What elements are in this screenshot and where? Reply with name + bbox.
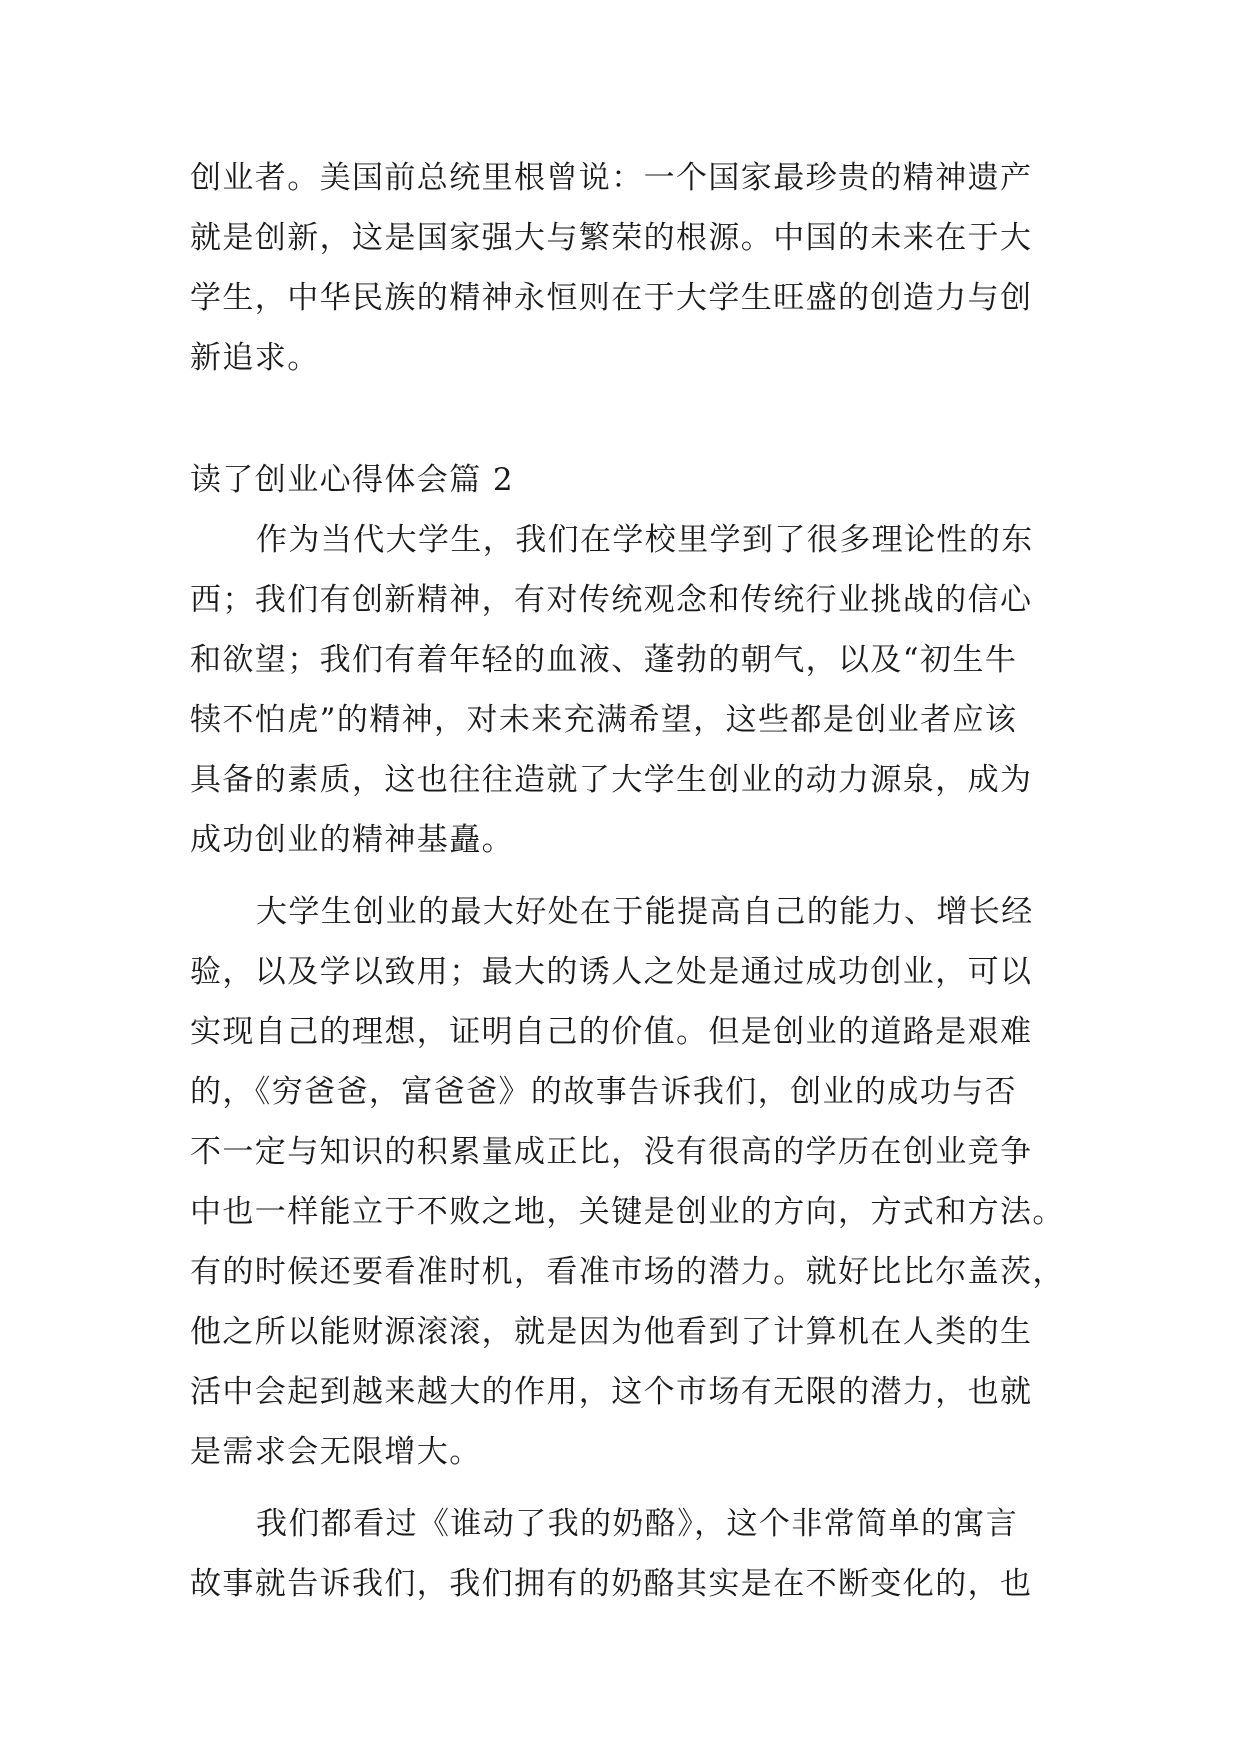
document-page [190, 148, 1065, 1614]
text-line: 西；我们有创新精神，有对传统观念和传统行业挑战的信心 [190, 582, 1033, 618]
spacer [190, 870, 1052, 882]
text-line: 犊不怕虎”的精神，对未来充满希望，这些都是创业者应该 [190, 702, 1018, 738]
text-line: 和欲望；我们有着年轻的血液、蓬勃的朝气，以及“初生牛 [190, 642, 1018, 678]
text-line: 活中会起到越来越大的作用，这个市场有无限的潜力，也就 [190, 1374, 1033, 1410]
section-heading: 读了创业心得体会篇 2 [190, 462, 514, 498]
text-line: 验，以及学以致用；最大的诱人之处是通过成功创业，可以 [190, 954, 1033, 990]
paragraph-2 [190, 882, 1065, 1482]
text-line: 学生，中华民族的精神永恒则在于大学生旺盛的创造力与创 [190, 280, 1033, 316]
text-line: 我们都看过《谁动了我的奶酪》，这个非常简单的寓言 [256, 1506, 1019, 1542]
text-line: 不一定与知识的积累量成正比，没有很高的学历在创业竞争 [190, 1134, 1033, 1170]
text-line: 实现自己的理想，证明自己的价值。但是创业的道路是艰难 [190, 1014, 1033, 1050]
text-line: 的，《穷爸爸，富爸爸》的故事告诉我们，创业的成功与否 [190, 1074, 1017, 1110]
spacer [190, 388, 1052, 450]
text-line: 成功创业的精神基矗。 [190, 822, 514, 858]
spacer [190, 1482, 1052, 1494]
text-line: 新追求。 [190, 340, 320, 376]
text-line: 是需求会无限增大。 [190, 1434, 482, 1470]
text-line: 有的时候还要看准时机，看准市场的潜力。就好比比尔盖茨， [190, 1254, 1065, 1290]
text-line: 就是创新，这是国家强大与繁荣的根源。中国的未来在于大 [190, 220, 1033, 256]
text-line: 中也一样能立于不败之地，关键是创业的方向，方式和方法。 [190, 1194, 1065, 1230]
paragraph-1 [190, 510, 1052, 870]
text-line: 他之所以能财源滚滚，就是因为他看到了计算机在人类的生 [190, 1314, 1033, 1350]
text-line: 具备的素质，这也往往造就了大学生创业的动力源泉，成为 [190, 762, 1033, 798]
paragraph-continuation [190, 148, 1052, 388]
text-line: 故事就告诉我们，我们拥有的奶酪其实是在不断变化的，也 [190, 1566, 1033, 1602]
text-line: 作为当代大学生，我们在学校里学到了很多理论性的东 [256, 522, 1034, 558]
paragraph-3 [190, 1494, 1052, 1614]
text-line: 创业者。美国前总统里根曾说：一个国家最珍贵的精神遗产 [190, 160, 1033, 196]
text-line: 大学生创业的最大好处在于能提高自己的能力、增长经 [256, 894, 1034, 930]
